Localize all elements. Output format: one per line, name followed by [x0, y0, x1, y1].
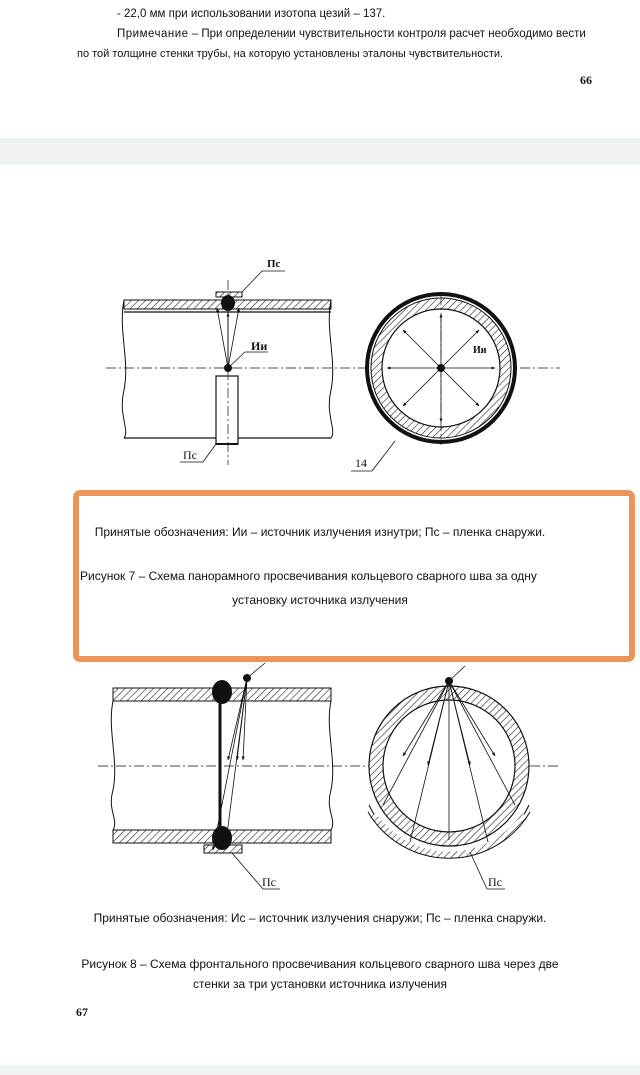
fig7-label-source-ring: Ии [473, 345, 487, 356]
fig8-legend: Принятые обозначения: Ис – источник излучения снаружи; Пс – пленка снаружи. [93, 911, 547, 925]
figure-8-diagram [0, 660, 640, 900]
fig7-legend: Принятые обозначения: Ии – источник излучения изнутри; Пс – пленка снаружи. [94, 525, 546, 539]
note-label: Примечание [117, 28, 189, 40]
page-number-67: 67 [76, 1005, 88, 1019]
fig8-caption-line-2: стенки за три установки источника излучения [193, 977, 447, 991]
figure-7-diagram [0, 0, 640, 490]
fig7-caption-line-2: установку источника излучения [232, 593, 408, 607]
text-line-cesium: - 22,0 мм при использовании изотопа цезий – 137. [117, 8, 386, 20]
fig7-label-source: Ии [251, 339, 268, 353]
fig7-label-film-bottom: Пс [183, 448, 197, 462]
fig7-label-film-top: Пс [267, 258, 281, 270]
fig7-label-number: 14 [355, 456, 367, 470]
fig8-label-film-left: Пс [262, 875, 276, 889]
fig7-caption-line-1: Рисунок 7 – Схема панорамного просвечивания кольцевого сварного шва за одну [80, 569, 537, 583]
note-text-1: – При определении чувствительности контроля расчет необходимо вести [188, 28, 586, 40]
fig8-label-film-right: Пс [488, 875, 502, 889]
fig8-caption-line-1: Рисунок 8 – Схема фронтального просвечивания кольцевого сварного шва через две [81, 957, 559, 971]
note-text-2: по той толщине стенки трубы, на которую установлены эталоны чувствительности. [77, 48, 504, 60]
page-number-66: 66 [580, 73, 592, 87]
